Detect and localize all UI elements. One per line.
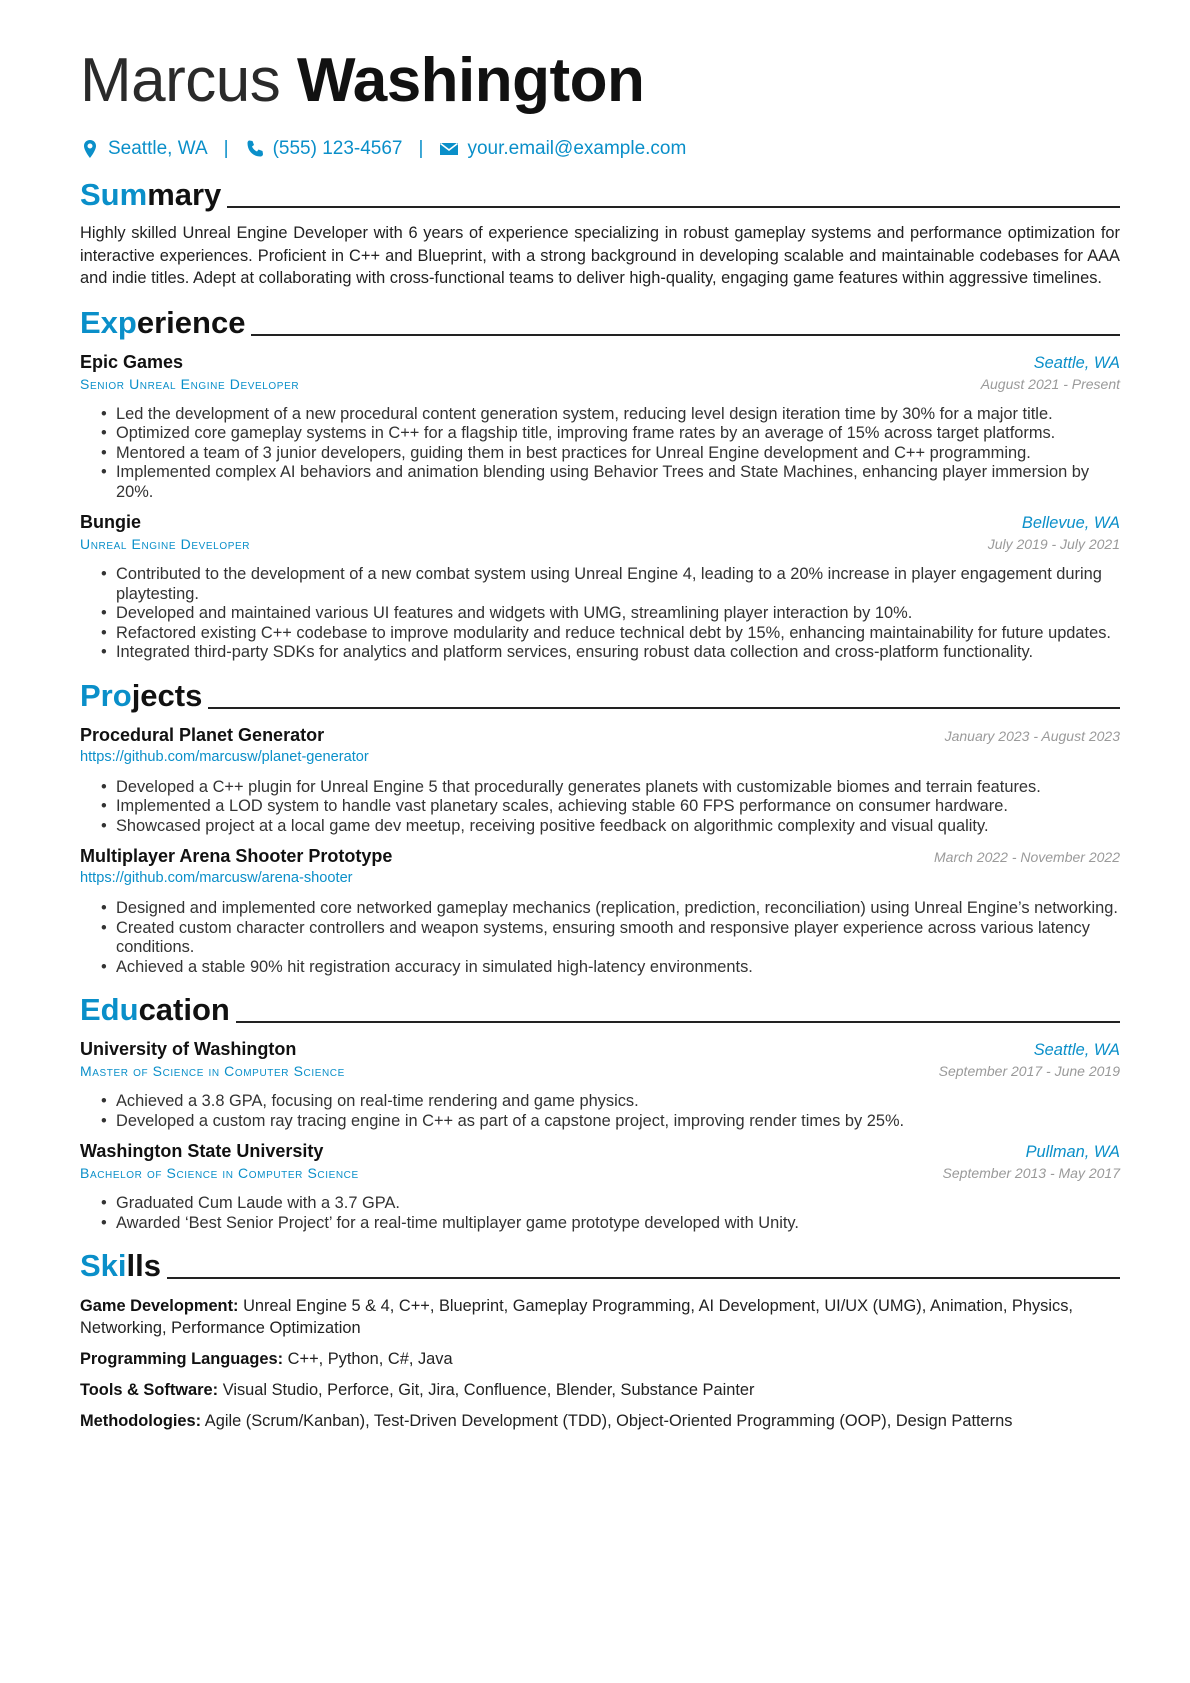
company-name: Bungie: [80, 512, 141, 532]
list-item: • Designed and implemented core networked gameplay mechanics (replication, prediction, reconciliation) using Unreal Engine’s networking.: [116, 899, 1120, 919]
heading-rest: mary: [147, 177, 222, 212]
section-heading: [80, 675, 1120, 715]
job-title: Unreal Engine Developer: [80, 536, 251, 552]
list-item: • Implemented a LOD system to handle vast planetary scales, achieving stable 60 FPS performance on consumer hardware.: [116, 797, 1120, 817]
list-item: • Implemented complex AI behaviors and animation blending using Behavior Trees and State Machines, enhancing player immersion by 20%.: [116, 463, 1120, 502]
skills-list: [80, 1295, 1120, 1432]
project-entry: [80, 725, 1120, 837]
experience-entry: [80, 352, 1120, 503]
entry-location: Pullman, WA: [1025, 1143, 1120, 1161]
entry-dates: January 2023 - August 2023: [944, 727, 1120, 744]
experience-section: [80, 302, 1120, 663]
section-heading: [80, 302, 1120, 342]
candidate-name: [80, 38, 1120, 124]
list-item: • Developed and maintained various UI features and widgets with UMG, streamlining player interaction by 10%.: [116, 604, 1120, 624]
list-item: • Graduated Cum Laude with a 3.7 GPA.: [116, 1194, 1120, 1214]
list-item: • Created custom character controllers and weapon systems, ensuring smooth and responsive player experience across various latency conditions.: [116, 919, 1120, 958]
list-item: • Showcased project at a local game dev meetup, receiving positive feedback on algorithmic complexity and visual quality.: [116, 817, 1120, 837]
section-rule: [208, 707, 1120, 709]
entry-dates: July 2019 - July 2021: [987, 536, 1120, 552]
company-name: Epic Games: [80, 351, 184, 372]
envelope-icon: [439, 139, 459, 159]
entry-dates: August 2021 - Present: [980, 375, 1120, 392]
skill-label: Tools & Software:: [80, 1381, 219, 1399]
school-name: University of Washington: [80, 1039, 297, 1059]
bullet-list: [80, 899, 1120, 977]
entry-location: Seattle, WA: [1033, 1041, 1120, 1059]
list-item: • Awarded ‘Best Senior Project’ for a real-time multiplayer game prototype developed with Unity.: [116, 1214, 1120, 1234]
skill-value: Unreal Engine 5 & 4, C++, Blueprint, Gameplay Programming, AI Development, UI/UX (UMG), Animation, Physics, Networking, Performance Optimization: [80, 1297, 1073, 1337]
bullet-list: [80, 1194, 1120, 1233]
last-name: Washington: [297, 46, 645, 115]
skill-label: Methodologies:: [80, 1412, 202, 1430]
entry-dates: September 2013 - May 2017: [942, 1165, 1120, 1181]
section-heading: [80, 174, 1120, 214]
section-rule: [251, 334, 1120, 336]
list-item: • Optimized core gameplay systems in C++ for a flagship title, improving frame rates by an average of 15% across target platforms.: [116, 424, 1120, 444]
heading-rest: lls: [126, 1248, 161, 1283]
skill-label: Game Development:: [80, 1297, 239, 1315]
experience-entry: [80, 512, 1120, 663]
projects-section: [80, 675, 1120, 978]
entry-dates: March 2022 - November 2022: [934, 849, 1120, 865]
contact-separator: |: [418, 138, 424, 159]
skill-row: [80, 1410, 1120, 1432]
list-item: • Refactored existing C++ codebase to improve modularity and reduce technical debt by 15%, enhancing maintainability for future updates.: [116, 624, 1120, 644]
heading-rest: erience: [136, 304, 246, 340]
heading-rest: jects: [131, 677, 203, 713]
entry-location: Bellevue, WA: [1021, 514, 1120, 532]
contact-separator: |: [223, 138, 229, 159]
heading-accent: Ski: [80, 1248, 127, 1283]
skill-value: Agile (Scrum/Kanban), Test-Driven Development (TDD), Object-Oriented Programming (OOP), Design Patterns: [204, 1412, 1013, 1430]
resume-page: [80, 38, 1120, 1441]
heading-accent: Edu: [80, 992, 139, 1027]
education-entry: [80, 1039, 1120, 1131]
education-section: [80, 989, 1120, 1233]
skill-row: [80, 1295, 1120, 1339]
summary-text: Highly skilled Unreal Engine Developer with 6 years of experience specializing in robust gameplay systems and performance optimization for interactive experiences. Proficient in C++ and Blueprint, with a strong background in developing scalable and maintainable codebases for AAA and indie titles. Adept at collaborating with cross-functional teams to deliver high-quality, engaging game features within aggressive timelines.: [80, 224, 1120, 287]
list-item: • Contributed to the development of a new combat system using Unreal Engine 4, leading to a 20% increase in player engagement during playtesting.: [116, 565, 1120, 604]
skill-value: C++, Python, C#, Java: [287, 1350, 453, 1368]
education-entry: [80, 1141, 1120, 1233]
bullet-list: [80, 778, 1120, 837]
heading-rest: cation: [138, 992, 230, 1027]
list-item: • Developed a custom ray tracing engine in C++ as part of a capstone project, improving render times by 25%.: [116, 1112, 1120, 1132]
entry-dates: September 2017 - June 2019: [938, 1063, 1120, 1079]
degree-title: Master of Science in Computer Science: [80, 1063, 345, 1079]
skill-row: [80, 1348, 1120, 1370]
list-item: • Mentored a team of 3 junior developers, guiding them in best practices for Unreal Engine development and C++ programming.: [116, 444, 1120, 464]
section-rule: [167, 1277, 1120, 1279]
section-rule: [236, 1021, 1120, 1023]
heading-accent: Exp: [80, 304, 137, 340]
project-name: Multiplayer Arena Shooter Prototype: [80, 846, 393, 866]
project-entry: [80, 846, 1120, 977]
school-name: Washington State University: [80, 1141, 324, 1161]
list-item: • Led the development of a new procedural content generation system, reducing level design iteration time by 30% for a major title.: [116, 405, 1120, 425]
project-link[interactable]: https://github.com/marcusw/planet-generator: [80, 748, 369, 765]
map-pin-icon: [80, 139, 100, 159]
skills-section: [80, 1245, 1120, 1432]
summary-section: [80, 174, 1120, 290]
contact-line: [80, 136, 1120, 162]
bullet-list: [80, 1092, 1120, 1131]
email-link[interactable]: your.email@example.com: [467, 138, 687, 159]
section-heading: [80, 1245, 1120, 1285]
section-rule: [227, 206, 1120, 208]
list-item: • Developed a C++ plugin for Unreal Engine 5 that procedurally generates planets with customizable biomes and terrain features.: [116, 778, 1120, 798]
list-item: • Achieved a stable 90% hit registration accuracy in simulated high-latency environments.: [116, 958, 1120, 978]
first-name: Marcus: [80, 46, 281, 115]
bullet-list: [80, 405, 1120, 503]
list-item: • Integrated third-party SDKs for analytics and platform services, ensuring robust data collection and cross-platform functionality.: [116, 643, 1120, 663]
skill-label: Programming Languages:: [80, 1350, 284, 1368]
degree-title: Bachelor of Science in Computer Science: [80, 1165, 359, 1181]
skill-row: [80, 1379, 1120, 1401]
phone-icon: [245, 139, 265, 159]
location-text: Seattle, WA: [108, 138, 208, 159]
section-heading: [80, 989, 1120, 1029]
skill-value: Visual Studio, Perforce, Git, Jira, Confluence, Blender, Substance Painter: [222, 1381, 755, 1399]
project-name: Procedural Planet Generator: [80, 724, 325, 745]
phone-text[interactable]: (555) 123-4567: [272, 138, 403, 159]
bullet-list: [80, 565, 1120, 663]
entry-location: Seattle, WA: [1033, 353, 1120, 372]
project-link[interactable]: https://github.com/marcusw/arena-shooter: [80, 870, 353, 886]
heading-accent: Sum: [80, 177, 148, 212]
job-title: Senior Unreal Engine Developer: [80, 375, 300, 392]
heading-accent: Pro: [80, 677, 132, 713]
list-item: • Achieved a 3.8 GPA, focusing on real-time rendering and game physics.: [116, 1092, 1120, 1112]
